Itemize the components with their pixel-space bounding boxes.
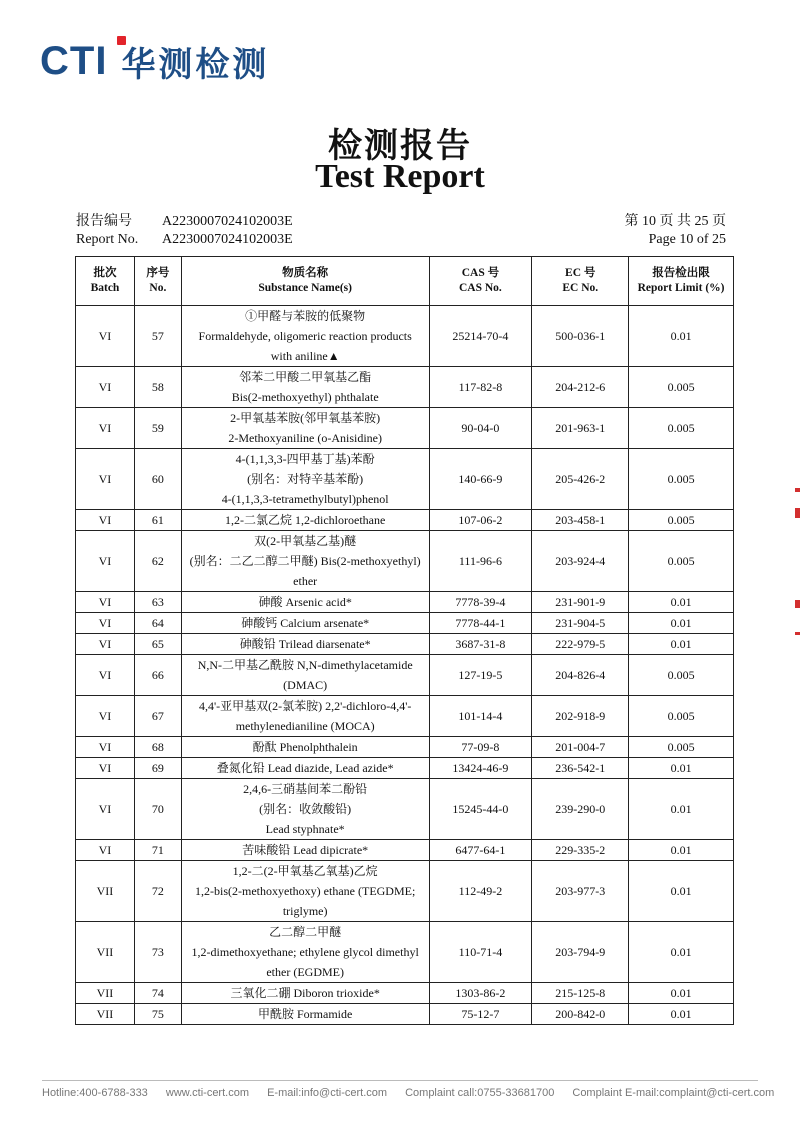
edge-mark [795, 488, 800, 492]
cas-no-cell: 3687-31-8 [429, 634, 532, 655]
report-limit-cell: 0.005 [629, 696, 734, 737]
cas-no-cell: 25214-70-4 [429, 306, 532, 367]
ec-no-cell: 239-290-0 [532, 779, 629, 840]
substance-name-line: Formaldehyde, oligomeric reaction products [198, 329, 412, 343]
substance-name-line: ether [293, 574, 318, 588]
table-row [76, 306, 734, 367]
cas-no-cell: 101-14-4 [429, 696, 532, 737]
cas-no-cell: 15245-44-0 [429, 779, 532, 840]
header-batch: 批次 Batch [76, 257, 135, 306]
substance-name-cell [181, 922, 429, 983]
substance-name-cell [181, 861, 429, 922]
report-no-value: A2230007024102003E [162, 214, 293, 229]
substance-name-line: 2-甲氧基苯胺(邻甲氧基苯胺) [230, 411, 381, 425]
substance-name-line: ①甲醛与苯胺的低聚物 [245, 309, 366, 323]
report-limit-cell: 0.01 [629, 613, 734, 634]
table-row [76, 531, 734, 592]
substance-name-line: with aniline▲ [270, 349, 340, 363]
batch-cell: VI [76, 510, 135, 531]
report-limit-cell: 0.01 [629, 840, 734, 861]
table-row [76, 613, 734, 634]
ec-no-cell: 222-979-5 [532, 634, 629, 655]
no-cell: 71 [134, 840, 181, 861]
report-limit-cell: 0.01 [629, 779, 734, 840]
report-no-value: A2230007024102003E [162, 232, 293, 247]
edge-mark [795, 600, 800, 608]
batch-cell: VI [76, 592, 135, 613]
no-cell: 63 [134, 592, 181, 613]
substance-name-cell [181, 408, 429, 449]
report-limit-cell: 0.005 [629, 449, 734, 510]
batch-cell: VI [76, 531, 135, 592]
table-row [76, 1004, 734, 1025]
cas-no-cell: 111-96-6 [429, 531, 532, 592]
substance-name-line: 4,4'-亚甲基双(2-氯苯胺) 2,2'-dichloro-4,4'- [198, 699, 412, 713]
substance-name-line: 砷酸 Arsenic acid* [258, 595, 352, 609]
batch-cell: VII [76, 983, 135, 1004]
substance-name-line: 甲酰胺 Formamide [258, 1007, 353, 1021]
logo-text: CTI [40, 38, 108, 83]
substance-name-line: Lead styphnate* [265, 822, 345, 836]
ec-no-cell: 204-212-6 [532, 367, 629, 408]
substance-name-cell [181, 1004, 429, 1025]
report-limit-cell: 0.01 [629, 634, 734, 655]
no-cell: 64 [134, 613, 181, 634]
no-cell: 70 [134, 779, 181, 840]
batch-cell: VII [76, 922, 135, 983]
footer-complaint-email[interactable]: Complaint E-mail:complaint@cti-cert.com [572, 1087, 775, 1099]
batch-cell: VI [76, 840, 135, 861]
substance-name-cell [181, 449, 429, 510]
substance-name-cell [181, 367, 429, 408]
substance-name-line: 叠氮化铅 Lead diazide, Lead azide* [216, 761, 394, 775]
batch-cell: VI [76, 779, 135, 840]
substance-name-line: methylenedianiline (MOCA) [235, 719, 375, 733]
report-no-label-cn: 报告编号 [76, 214, 132, 229]
substance-name-cell [181, 840, 429, 861]
cas-no-cell: 7778-44-1 [429, 613, 532, 634]
report-number-block [76, 213, 293, 249]
report-limit-cell: 0.005 [629, 531, 734, 592]
substance-name-line: (DMAC) [283, 678, 328, 692]
cas-no-cell: 140-66-9 [429, 449, 532, 510]
substance-name-cell [181, 634, 429, 655]
ec-no-cell: 200-842-0 [532, 1004, 629, 1025]
ec-no-cell: 202-918-9 [532, 696, 629, 737]
no-cell: 66 [134, 655, 181, 696]
cas-no-cell: 7778-39-4 [429, 592, 532, 613]
footer-divider [42, 1080, 758, 1081]
report-limit-cell: 0.01 [629, 592, 734, 613]
substance-name-cell [181, 613, 429, 634]
no-cell: 59 [134, 408, 181, 449]
no-cell: 62 [134, 531, 181, 592]
no-cell: 73 [134, 922, 181, 983]
ec-no-cell: 215-125-8 [532, 983, 629, 1004]
batch-cell: VI [76, 696, 135, 737]
no-cell: 61 [134, 510, 181, 531]
batch-cell: VII [76, 1004, 135, 1025]
footer-complaint-call: Complaint call:0755-33681700 [405, 1087, 555, 1099]
substance-name-line: (别名：对特辛基苯酚) [247, 472, 364, 486]
substance-name-line: 1,2-dimethoxyethane; ethylene glycol dimethyl [191, 945, 419, 959]
substance-name-line: triglyme) [282, 904, 328, 918]
no-cell: 69 [134, 758, 181, 779]
table-row [76, 655, 734, 696]
page-number-en: Page 10 of 25 [648, 232, 726, 247]
table-row [76, 510, 734, 531]
substance-name-line: 邻苯二甲酸二甲氧基乙酯 [239, 370, 372, 384]
substance-name-line: 砷酸钙 Calcium arsenate* [241, 616, 370, 630]
report-limit-cell: 0.01 [629, 758, 734, 779]
ec-no-cell: 201-963-1 [532, 408, 629, 449]
substance-name-cell [181, 655, 429, 696]
substance-name-line: N,N-二甲基乙酰胺 N,N-dimethylacetamide [197, 658, 413, 672]
substance-name-cell [181, 779, 429, 840]
ec-no-cell: 231-901-9 [532, 592, 629, 613]
report-limit-cell: 0.01 [629, 306, 734, 367]
ec-no-cell: 205-426-2 [532, 449, 629, 510]
table-row [76, 367, 734, 408]
substance-name-line: 酚酞 Phenolphthalein [252, 740, 358, 754]
table-row [76, 592, 734, 613]
report-limit-cell: 0.005 [629, 367, 734, 408]
batch-cell: VI [76, 634, 135, 655]
table-header-row [76, 257, 734, 306]
batch-cell: VII [76, 861, 135, 922]
substance-name-line: 1,2-二(2-甲氧基乙氧基)乙烷 [232, 864, 378, 878]
header-substance-name: 物质名称 Substance Name(s) [181, 257, 429, 306]
substance-name-line: Bis(2-methoxyethyl) phthalate [231, 390, 379, 404]
report-limit-cell: 0.01 [629, 861, 734, 922]
table-row [76, 922, 734, 983]
no-cell: 65 [134, 634, 181, 655]
cas-no-cell: 75-12-7 [429, 1004, 532, 1025]
substance-name-line: 双(2-甲氧基乙基)醚 [254, 534, 357, 548]
no-cell: 68 [134, 737, 181, 758]
no-cell: 74 [134, 983, 181, 1004]
substance-name-cell [181, 531, 429, 592]
report-limit-cell: 0.005 [629, 510, 734, 531]
table-row [76, 449, 734, 510]
ec-no-cell: 236-542-1 [532, 758, 629, 779]
substance-name-line: 1,2-二氯乙烷 1,2-dichloroethane [225, 513, 386, 527]
no-cell: 58 [134, 367, 181, 408]
table-row [76, 758, 734, 779]
report-limit-cell: 0.01 [629, 922, 734, 983]
cas-no-cell: 1303-86-2 [429, 983, 532, 1004]
report-title-chinese: 检测报告 [328, 126, 472, 166]
substance-name-cell [181, 592, 429, 613]
report-limit-cell: 0.005 [629, 408, 734, 449]
substance-table [75, 256, 734, 1025]
footer-email[interactable]: E-mail:info@cti-cert.com [267, 1087, 388, 1099]
substance-name-line: 4-(1,1,3,3-四甲基丁基)苯酚 [235, 452, 375, 466]
cas-no-cell: 13424-46-9 [429, 758, 532, 779]
ec-no-cell: 204-826-4 [532, 655, 629, 696]
table-row [76, 634, 734, 655]
batch-cell: VI [76, 737, 135, 758]
substance-name-line: (别名：收敛酸铅) [259, 802, 352, 816]
cas-no-cell: 110-71-4 [429, 922, 532, 983]
substance-name-line: (别名：二乙二醇二甲醚) Bis(2-methoxyethyl) [189, 554, 421, 568]
cas-no-cell: 117-82-8 [429, 367, 532, 408]
logo-red-dot [117, 36, 126, 45]
batch-cell: VI [76, 408, 135, 449]
substance-name-cell [181, 983, 429, 1004]
edge-mark [795, 508, 800, 518]
substance-name-line: 乙二醇二甲醚 [269, 925, 342, 939]
logo-chinese-name: 华测检测 [121, 44, 270, 85]
page-number-cn: 第 10 页 共 25 页 [624, 214, 726, 229]
batch-cell: VI [76, 306, 135, 367]
ec-no-cell: 231-904-5 [532, 613, 629, 634]
cas-no-cell: 112-49-2 [429, 861, 532, 922]
substance-name-cell [181, 737, 429, 758]
ec-no-cell: 229-335-2 [532, 840, 629, 861]
substance-name-line: 2-Methoxyaniline (o-Anisidine) [228, 431, 382, 445]
header-no: 序号 No. [134, 257, 181, 306]
substance-name-cell [181, 696, 429, 737]
substance-name-line: 2,4,6-三硝基间苯二酚铅 [243, 782, 368, 796]
substance-name-line: 1,2-bis(2-methoxyethoxy) ethane (TEGDME; [195, 884, 416, 898]
batch-cell: VI [76, 449, 135, 510]
substance-name-cell [181, 510, 429, 531]
report-limit-cell: 0.005 [629, 737, 734, 758]
substance-name-line: 三氧化二硼 Diboron trioxide* [230, 986, 380, 1000]
footer-contact [42, 1087, 774, 1099]
ec-no-cell: 500-036-1 [532, 306, 629, 367]
report-title-english: Test Report [315, 158, 485, 195]
batch-cell: VI [76, 758, 135, 779]
substance-name-line: 砷酸铅 Trilead diarsenate* [239, 637, 371, 651]
no-cell: 60 [134, 449, 181, 510]
footer-hotline: Hotline:400-6788-333 [42, 1087, 148, 1099]
report-no-label-en: Report No. [76, 232, 139, 247]
report-limit-cell: 0.01 [629, 983, 734, 1004]
batch-cell: VI [76, 655, 135, 696]
substance-name-cell [181, 758, 429, 779]
ec-no-cell: 203-977-3 [532, 861, 629, 922]
table-row [76, 696, 734, 737]
no-cell: 67 [134, 696, 181, 737]
table-row [76, 408, 734, 449]
cas-no-cell: 90-04-0 [429, 408, 532, 449]
cas-no-cell: 77-09-8 [429, 737, 532, 758]
header-ec-no: EC 号 EC No. [532, 257, 629, 306]
batch-cell: VI [76, 613, 135, 634]
ec-no-cell: 203-458-1 [532, 510, 629, 531]
header-cas-no: CAS 号 CAS No. [429, 257, 532, 306]
no-cell: 72 [134, 861, 181, 922]
substance-name-cell [181, 306, 429, 367]
batch-cell: VI [76, 367, 135, 408]
cas-no-cell: 6477-64-1 [429, 840, 532, 861]
header-report-limit: 报告检出限 Report Limit (%) [629, 257, 734, 306]
table-row [76, 861, 734, 922]
table-row [76, 840, 734, 861]
edge-mark [795, 632, 800, 635]
company-logo [40, 38, 269, 84]
page-number-block [625, 213, 727, 249]
substance-name-line: 苦味酸铅 Lead dipicrate* [242, 843, 369, 857]
table-row [76, 983, 734, 1004]
substance-name-line: 4-(1,1,3,3-tetramethylbutyl)phenol [221, 492, 389, 506]
ec-no-cell: 201-004-7 [532, 737, 629, 758]
ec-no-cell: 203-924-4 [532, 531, 629, 592]
report-limit-cell: 0.005 [629, 655, 734, 696]
no-cell: 57 [134, 306, 181, 367]
cas-no-cell: 127-19-5 [429, 655, 532, 696]
no-cell: 75 [134, 1004, 181, 1025]
table-row [76, 779, 734, 840]
cas-no-cell: 107-06-2 [429, 510, 532, 531]
footer-website[interactable]: www.cti-cert.com [165, 1087, 249, 1099]
substance-name-line: ether (EGDME) [266, 965, 344, 979]
ec-no-cell: 203-794-9 [532, 922, 629, 983]
table-row [76, 737, 734, 758]
report-limit-cell: 0.01 [629, 1004, 734, 1025]
